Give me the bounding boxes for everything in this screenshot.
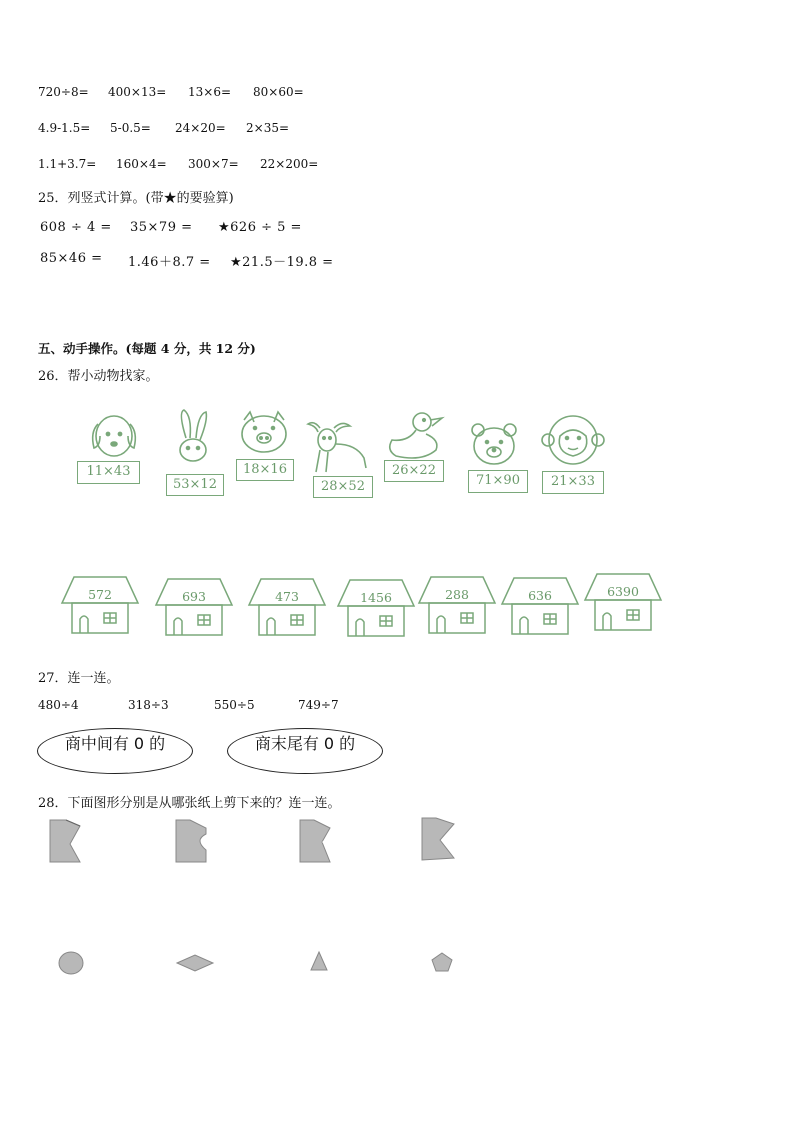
question-27-title: 27．连一连。 bbox=[38, 671, 120, 686]
calc-item: 1.46＋8.7 = bbox=[128, 255, 211, 270]
house bbox=[247, 577, 327, 639]
duck-illustration bbox=[382, 410, 446, 464]
animal-sign-duck: 26×22 bbox=[384, 460, 444, 482]
house-icon bbox=[60, 575, 140, 637]
expression: 550÷5 bbox=[214, 698, 255, 712]
ellipse-middle-zero: 商中间有 0 的 bbox=[37, 728, 193, 774]
calc-item: 22×200= bbox=[260, 157, 319, 171]
calc-item: 2×35= bbox=[246, 121, 290, 135]
house-number: 693 bbox=[182, 589, 206, 604]
cut-paper-shape-1 bbox=[48, 818, 84, 864]
house bbox=[336, 578, 416, 640]
calc-item: 4.9-1.5= bbox=[38, 121, 91, 135]
house-icon bbox=[154, 577, 234, 639]
ellipse-end-zero: 商末尾有 0 的 bbox=[227, 728, 383, 774]
calc-item: 160×4= bbox=[116, 157, 167, 171]
house-number: 288 bbox=[445, 587, 469, 602]
animal-sign-dog: 11×43 bbox=[77, 461, 140, 484]
rabbit-illustration bbox=[168, 408, 218, 483]
house bbox=[417, 575, 497, 637]
bear-illustration bbox=[468, 422, 520, 472]
triangle-shape bbox=[309, 950, 329, 972]
house-icon bbox=[583, 572, 663, 634]
animal-sign-goat: 28×52 bbox=[313, 476, 373, 498]
section-5-heading: 五、动手操作。(每题 4 分，共 12 分) bbox=[38, 341, 256, 356]
expression: 318÷3 bbox=[128, 698, 169, 712]
pig-illustration bbox=[236, 410, 292, 460]
goat-illustration bbox=[306, 418, 372, 476]
animal-sign-bear: 71×90 bbox=[468, 470, 528, 493]
calc-item: 35×79 = bbox=[130, 220, 193, 235]
calc-item: 85×46 = bbox=[40, 251, 103, 266]
house-number: 1456 bbox=[360, 590, 392, 605]
house-icon bbox=[417, 575, 497, 637]
cut-paper-shape-3 bbox=[298, 818, 334, 864]
animal-sign-monkey: 21×33 bbox=[542, 471, 604, 494]
calc-item: 13×6= bbox=[188, 85, 232, 99]
house bbox=[60, 575, 140, 637]
animal-sign-rabbit: 53×12 bbox=[166, 474, 224, 496]
house bbox=[583, 572, 663, 634]
house bbox=[500, 576, 580, 638]
expression: 749÷7 bbox=[298, 698, 339, 712]
cut-paper-shape-4 bbox=[420, 816, 456, 862]
diamond-shape bbox=[175, 954, 215, 972]
house-icon bbox=[336, 578, 416, 640]
calc-item: ★626 ÷ 5 = bbox=[218, 220, 302, 235]
animal-sign-pig: 18×16 bbox=[236, 459, 294, 481]
house-icon bbox=[500, 576, 580, 638]
calc-item: 80×60= bbox=[253, 85, 304, 99]
house-number: 572 bbox=[88, 587, 112, 602]
cut-paper-shape-2 bbox=[174, 818, 210, 864]
calc-item: 400×13= bbox=[108, 85, 167, 99]
circle-shape bbox=[57, 950, 85, 976]
calc-item: 1.1+3.7= bbox=[38, 157, 97, 171]
calc-item: 5-0.5= bbox=[110, 121, 151, 135]
pentagon-shape bbox=[430, 951, 454, 973]
question-26-title: 26．帮小动物找家。 bbox=[38, 369, 159, 384]
calc-item: ★21.5－19.8 = bbox=[230, 255, 334, 270]
question-28-title: 28．下面图形分别是从哪张纸上剪下来的？连一连。 bbox=[38, 796, 341, 811]
monkey-illustration bbox=[540, 412, 606, 472]
calc-item: 608 ÷ 4 = bbox=[40, 220, 112, 235]
house-number: 6390 bbox=[607, 584, 639, 599]
expression: 480÷4 bbox=[38, 698, 79, 712]
question-25-title: 25．列竖式计算。(带★的要验算) bbox=[38, 191, 234, 206]
house bbox=[154, 577, 234, 639]
calc-item: 24×20= bbox=[175, 121, 226, 135]
house-icon bbox=[247, 577, 327, 639]
house-number: 636 bbox=[528, 588, 552, 603]
house-number: 473 bbox=[275, 589, 299, 604]
calc-item: 720÷8= bbox=[38, 85, 89, 99]
calc-item: 300×7= bbox=[188, 157, 239, 171]
